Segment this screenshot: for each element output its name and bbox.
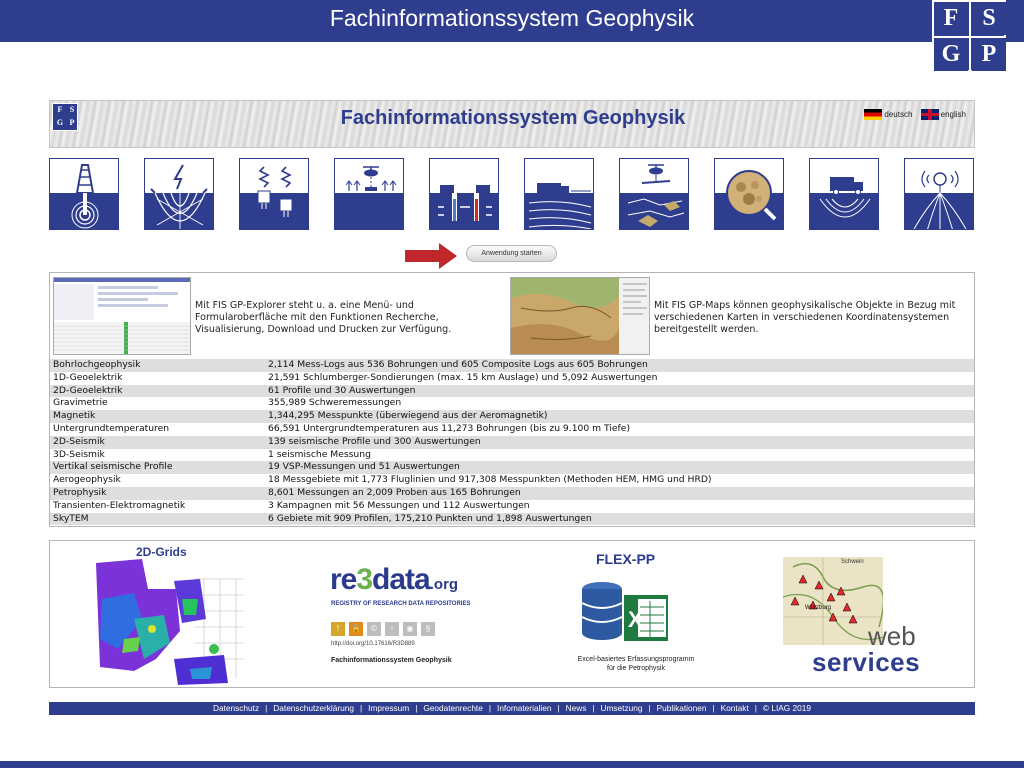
doc-badge-icon: ▫ xyxy=(385,622,399,636)
value-cell: 355,989 Schweremessungen xyxy=(265,397,974,410)
footer-link[interactable]: Kontakt xyxy=(720,703,749,713)
method-cell: Vertikal seismische Profile xyxy=(50,461,265,474)
tile-skytem[interactable] xyxy=(619,158,689,230)
re3data-logo-part: re xyxy=(330,563,357,596)
nav-separator: | xyxy=(360,703,363,713)
table-row xyxy=(50,385,974,398)
logo-letter-g: G xyxy=(934,38,968,71)
tile-geoelektrik[interactable] xyxy=(144,158,214,230)
map-label: Würzburg xyxy=(805,605,832,611)
table-row xyxy=(50,372,974,385)
language-label: deutsch xyxy=(884,109,913,119)
start-application-button[interactable]: Anwendung starten xyxy=(466,245,557,262)
gravity-field-icon xyxy=(905,159,974,230)
slide-bottom-bar xyxy=(0,761,1024,768)
truck-em-icon xyxy=(810,159,879,230)
explorer-screenshot[interactable] xyxy=(53,277,191,355)
logo-letter-s: S xyxy=(972,2,1006,35)
borehole-rig-icon xyxy=(50,159,119,230)
nav-separator: | xyxy=(488,703,492,713)
web-logo-letter: G xyxy=(56,118,64,127)
language-switcher xyxy=(858,109,966,120)
method-cell: Gravimetrie xyxy=(50,397,265,410)
flag-en-icon xyxy=(921,109,939,120)
tile-elektromagnetik[interactable] xyxy=(809,158,879,230)
services-panel xyxy=(49,540,975,688)
footer-nav xyxy=(49,702,975,715)
value-cell: 61 Profile und 30 Auswertungen xyxy=(265,385,974,398)
web-logo-letter: S xyxy=(69,105,75,114)
slide-title: Fachinformationssystem Geophysik xyxy=(329,5,695,31)
footer-link[interactable]: Publikationen xyxy=(656,703,707,713)
lock-badge-icon: 🔒 xyxy=(349,622,363,636)
flex-pp-description-line: für die Petrophysik xyxy=(607,665,665,672)
method-tiles xyxy=(49,158,975,230)
footer-link[interactable]: News xyxy=(565,703,587,713)
value-cell: 66,591 Untergrundtemperaturen aus 11,273 Bohrungen (bis zu 9.100 m Tiefe) xyxy=(265,423,974,436)
nav-separator: | xyxy=(557,703,560,713)
services-label: services xyxy=(812,647,921,677)
flex-pp-description xyxy=(520,655,752,673)
footer-link[interactable]: Infomaterialien xyxy=(497,703,552,713)
maps-screenshot-image xyxy=(511,278,650,355)
helicopter-survey-icon xyxy=(335,159,404,230)
truck-seismic-icon xyxy=(525,159,594,230)
flag-de-icon xyxy=(864,109,882,120)
table-row xyxy=(50,397,974,410)
language-de[interactable] xyxy=(864,110,912,119)
language-label: english xyxy=(940,109,966,119)
grids-title: 2D-Grids xyxy=(136,545,187,559)
logo-divider xyxy=(969,2,971,70)
policy-badge-icon: § xyxy=(421,622,435,636)
table-row xyxy=(50,436,974,449)
logo-letter-f: F xyxy=(934,2,968,35)
tile-petrophysik[interactable] xyxy=(714,158,784,230)
web-title: Fachinformationssystem Geophysik xyxy=(340,107,686,129)
database-excel-icon[interactable] xyxy=(580,579,672,649)
table-row xyxy=(50,474,974,487)
method-cell: 2D-Geoelektrik xyxy=(50,385,265,398)
method-cell: SkyTEM xyxy=(50,513,265,526)
logo-letter-p: P xyxy=(972,38,1006,71)
value-cell: 18 Messgebiete mit 1,773 Fluglinien und 917,308 Messpunkten (Methoden HEM, HMG und HRD) xyxy=(265,474,974,487)
nav-separator: | xyxy=(265,703,268,713)
method-cell: 2D-Seismik xyxy=(50,436,265,449)
info-badge-icon: ! xyxy=(331,622,345,636)
info-panel xyxy=(49,272,975,527)
certificate-badge-icon: ◉ xyxy=(403,622,417,636)
footer-link[interactable]: Umsetzung xyxy=(600,703,643,713)
maps-description: Mit FIS GP-Maps können geophysikalische Objekte in Bezug mit verschiedenen Karten in verschiedenen Koordinatensystemen bereitgestellt werden. xyxy=(654,300,956,335)
method-cell: Petrophysik xyxy=(50,487,265,500)
re3data-logo-part: .org xyxy=(429,576,459,593)
tile-magnetik[interactable] xyxy=(239,158,309,230)
re3data-logo[interactable] xyxy=(330,563,458,597)
language-en[interactable] xyxy=(921,110,966,119)
tile-bohrlochgeophysik[interactable] xyxy=(49,158,119,230)
map-label: Schwein xyxy=(841,559,864,565)
nav-separator: | xyxy=(712,703,715,713)
nav-separator: | xyxy=(592,703,595,713)
value-cell: 1,344,295 Messpunkte (überwiegend aus der Aeromagnetik) xyxy=(265,410,974,423)
value-cell: 139 seismische Profile und 300 Auswertungen xyxy=(265,436,974,449)
slide-title-bar xyxy=(0,0,1024,42)
spring-sensor-icon xyxy=(240,159,309,230)
value-cell: 6 Gebiete mit 909 Profilen, 175,210 Punkten und 1,898 Auswertungen xyxy=(265,513,974,526)
method-cell: 1D-Geoelektrik xyxy=(50,372,265,385)
well-temperature-icon xyxy=(430,159,499,230)
web-label: web xyxy=(868,621,916,651)
explorer-description: Mit FIS GP-Explorer steht u. a. eine Menü- und Formularoberfläche mit den Funktionen Recherche, Visualisierung, Download und Drucken zur Verfügung. xyxy=(195,300,452,335)
method-cell: Transienten-Elektromagnetik xyxy=(50,500,265,513)
method-cell: 3D-Seismik xyxy=(50,449,265,462)
lightning-field-icon xyxy=(145,159,214,230)
footer-link[interactable]: Geodatenrechte xyxy=(423,703,483,713)
table-row xyxy=(50,461,974,474)
nav-separator: | xyxy=(415,703,418,713)
re3data-logo-part: data xyxy=(372,563,430,596)
method-cell: Untergrundtemperaturen xyxy=(50,423,265,436)
table-row xyxy=(50,410,974,423)
table-row xyxy=(50,423,974,436)
tile-seismik[interactable] xyxy=(524,158,594,230)
value-cell: 1 seismische Messung xyxy=(265,449,974,462)
footer-link[interactable]: Impressum xyxy=(368,703,410,713)
nav-separator: | xyxy=(648,703,651,713)
method-cell: Bohrlochgeophysik xyxy=(50,359,265,372)
helicopter-em-icon xyxy=(620,159,689,230)
method-cell: Aerogeophysik xyxy=(50,474,265,487)
web-header xyxy=(49,100,975,148)
footer-link[interactable]: © LIAG 2019 xyxy=(762,703,811,713)
re3data-badges xyxy=(331,618,439,632)
tile-aerogeophysik[interactable] xyxy=(334,158,404,230)
web-logo-letter: F xyxy=(57,105,63,114)
value-cell: 21,591 Schlumberger-Sondierungen (max. 15 km Auslage) und 5,092 Auswertungen xyxy=(265,372,974,385)
re3data-subtitle: REGISTRY OF RESEARCH DATA REPOSITORIES xyxy=(331,601,471,607)
explorer-screenshot-image xyxy=(54,278,191,355)
rock-sample-icon xyxy=(715,159,784,230)
footer-link[interactable]: Datenschutzerklärung xyxy=(273,703,354,713)
statistics-table xyxy=(50,359,974,525)
value-cell: 19 VSP-Messungen und 51 Auswertungen xyxy=(265,461,974,474)
table-row xyxy=(50,359,974,372)
table-row xyxy=(50,513,974,526)
table-row xyxy=(50,487,974,500)
copyright-badge-icon: © xyxy=(367,622,381,636)
web-logo-letter: P xyxy=(69,118,75,127)
re3data-doi[interactable]: http://doi.org/10.17616/R3D889 xyxy=(331,641,415,647)
re3data-name: Fachinformationssystem Geophysik xyxy=(331,657,452,664)
nav-separator: | xyxy=(754,703,757,713)
value-cell: 2,114 Mess-Logs aus 536 Bohrungen und 605 Composite Logs aus 605 Bohrungen xyxy=(265,359,974,372)
flex-pp-title: FLEX-PP xyxy=(596,551,656,567)
svg-text:X: X xyxy=(628,607,643,632)
table-row xyxy=(50,449,974,462)
table-row xyxy=(50,500,974,513)
method-cell: Magnetik xyxy=(50,410,265,423)
footer-link[interactable]: Datenschutz xyxy=(213,703,260,713)
tile-gravimetrie[interactable] xyxy=(904,158,974,230)
value-cell: 8,601 Messungen an 2,009 Proben aus 165 Bohrungen xyxy=(265,487,974,500)
value-cell: 3 Kampagnen mit 56 Messungen und 112 Auswertungen xyxy=(265,500,974,513)
maps-screenshot[interactable] xyxy=(510,277,650,355)
flex-pp-description-line: Excel-basiertes Erfassungsprogramm xyxy=(577,656,695,663)
re3data-logo-part: 3 xyxy=(356,563,373,596)
grids-map-image[interactable] xyxy=(94,559,244,687)
tile-untergrundtemperaturen[interactable] xyxy=(429,158,499,230)
fisgp-logo xyxy=(932,0,1006,72)
arrow-right-icon xyxy=(405,243,457,269)
